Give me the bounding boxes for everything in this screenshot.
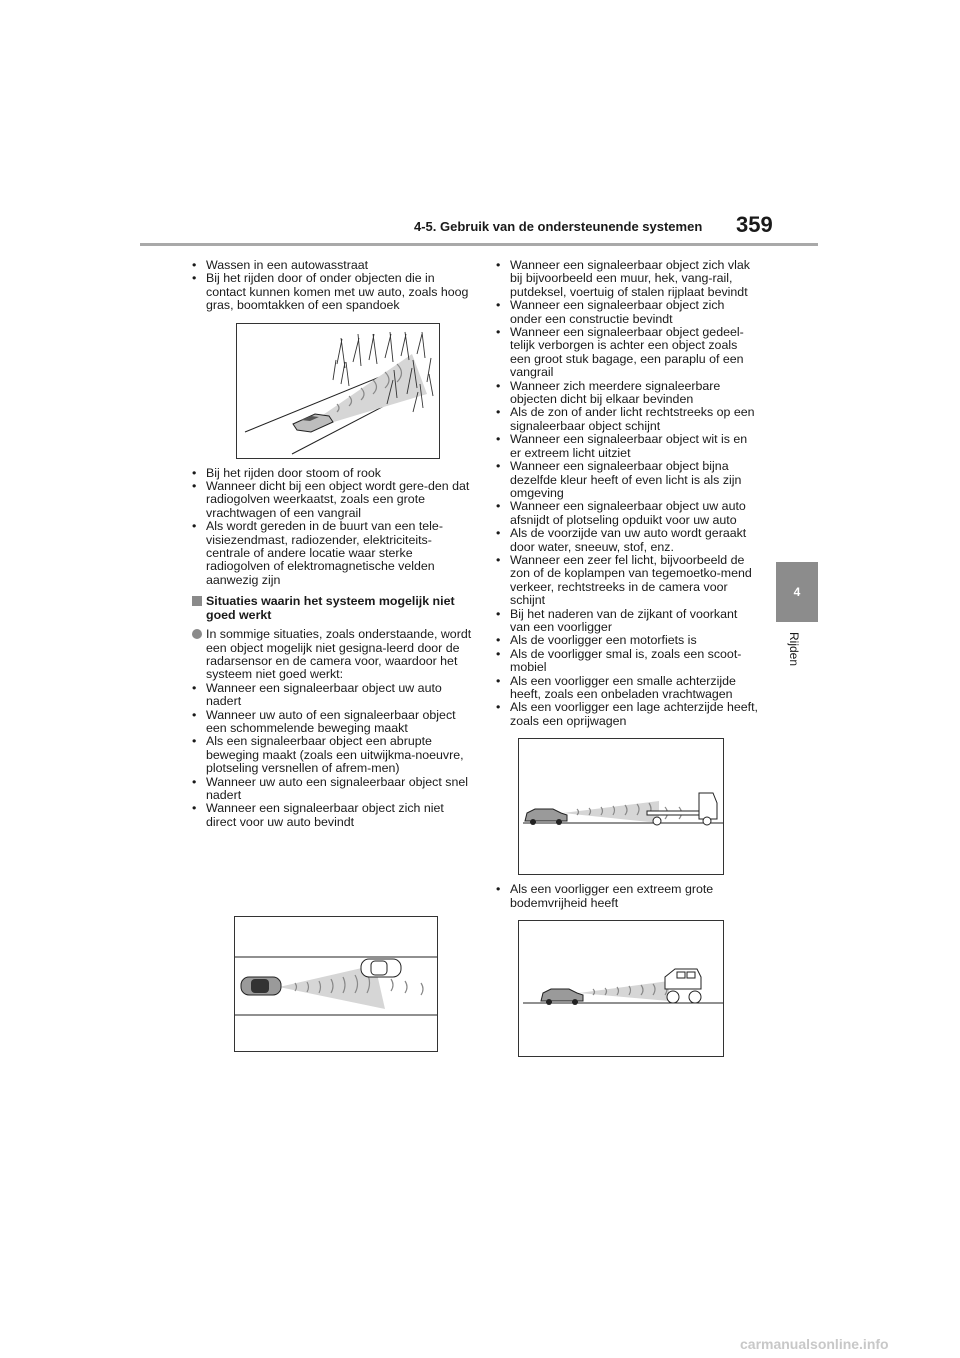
list-item: • Als een signaleerbaar object een abrupte beweging maakt (zoals een uitwijkma-noeuvre, plotseling versnellen of afrem-men) <box>192 735 472 775</box>
header-divider <box>140 243 818 246</box>
section-heading: Situaties waarin het systeem mogelijk niet goed werkt <box>192 595 472 622</box>
list-item: • Als een voorligger een extreem grote bodemvrijheid heeft <box>496 883 758 910</box>
list-item: • Bij het rijden door stoom of rook <box>192 467 472 480</box>
right-column <box>496 259 758 1057</box>
square-bullet-icon <box>192 596 202 606</box>
list-item: • Wanneer een signaleerbaar object gedeel-telijk verborgen is achter een object zoals een groot stuk bagage, een paraplu of een vangrail <box>496 326 758 380</box>
watermark: carmanualsonline.info <box>740 1336 889 1352</box>
list-item: • Wanneer een signaleerbaar object zich vlak bij bijvoorbeeld een muur, hek, vang-rail, putdeksel, voertuig of stalen rijplaat bevindt <box>496 259 758 299</box>
list-item: • Wanneer een signaleerbaar object wit is en er extreem licht uitziet <box>496 433 758 460</box>
section-title: 4-5. Gebruik van de ondersteunende systemen <box>414 219 703 234</box>
list-item: • Als de voorligger een motorfiets is <box>496 634 758 647</box>
illustration-tall-grass <box>236 323 440 459</box>
list-item: • Bij het rijden door of onder objecten die in contact kunnen komen met uw auto, zoals hoog gras, boomtakken of een spandoek <box>192 272 472 312</box>
left-column <box>192 259 472 829</box>
list-item: • Als de voorzijde van uw auto wordt geraakt door water, sneeuw, stof, enz. <box>496 527 758 554</box>
list-item: • Wanneer een zeer fel licht, bijvoorbeeld de zon of de koplampen van tegemoetko-mend verkeer, rechtstreeks in de camera voor schijnt <box>496 554 758 608</box>
list-item: • Als de zon of ander licht rechtstreeks op een signaleerbaar object schijnt <box>496 406 758 433</box>
list-item: • Wanneer een signaleerbaar object zich onder een constructie bevindt <box>496 299 758 326</box>
list-item: • Wanneer zich meerdere signaleerbare objecten dicht bij elkaar bevinden <box>496 380 758 407</box>
list-item: • Wassen in een autowasstraat <box>192 259 472 272</box>
list-item: • Bij het naderen van de zijkant of voorkant van een voorligger <box>496 608 758 635</box>
list-item: • Wanneer een signaleerbaar object uw auto nadert <box>192 682 472 709</box>
list-item: • Wanneer uw auto een signaleerbaar object snel nadert <box>192 776 472 803</box>
illustration-offset-vehicle <box>234 916 438 1052</box>
circle-bullet-icon <box>192 629 202 639</box>
list-item: • Als een voorligger een smalle achterzijde heeft, zoals een onbeladen vrachtwagen <box>496 675 758 702</box>
list-item: • Als een voorligger een lage achterzijde heeft, zoals een oprijwagen <box>496 701 758 728</box>
list-item: • Als de voorligger smal is, zoals een scoot-mobiel <box>496 648 758 675</box>
chapter-label: Rijden <box>787 632 801 667</box>
list-item: • Wanneer een signaleerbaar object bijna dezelfde kleur heeft of even licht is als zijn omgeving <box>496 460 758 500</box>
page-number: 359 <box>736 212 773 237</box>
list-item: • Wanneer dicht bij een object wordt gere-den dat radiogolven weerkaatst, zoals een grote vrachtwagen of een vangrail <box>192 480 472 520</box>
illustration-low-rear-truck <box>518 738 724 875</box>
chapter-number: 4 <box>793 585 801 599</box>
list-item: • Wanneer een signaleerbaar object zich niet direct voor uw auto bevindt <box>192 802 472 829</box>
list-item: • Wanneer uw auto of een signaleerbaar object een schommelende beweging maakt <box>192 709 472 736</box>
list-item: • Wanneer een signaleerbaar object uw auto afsnijdt of plotseling opduikt voor uw auto <box>496 500 758 527</box>
chapter-tab <box>776 562 818 622</box>
list-item: • Als wordt gereden in de buurt van een tele-visiezendmast, radiozender, elektriciteits-centrale of andere locatie waar sterke radiogolven of elektromagnetische velden aanwezig zijn <box>192 520 472 587</box>
illustration-high-clearance-vehicle <box>518 920 724 1057</box>
intro-paragraph: In sommige situaties, zoals onderstaande, wordt een object mogelijk niet gesigna-leerd door de radarsensor en de camera voor, waardoor het systeem niet goed werkt: <box>192 628 472 682</box>
